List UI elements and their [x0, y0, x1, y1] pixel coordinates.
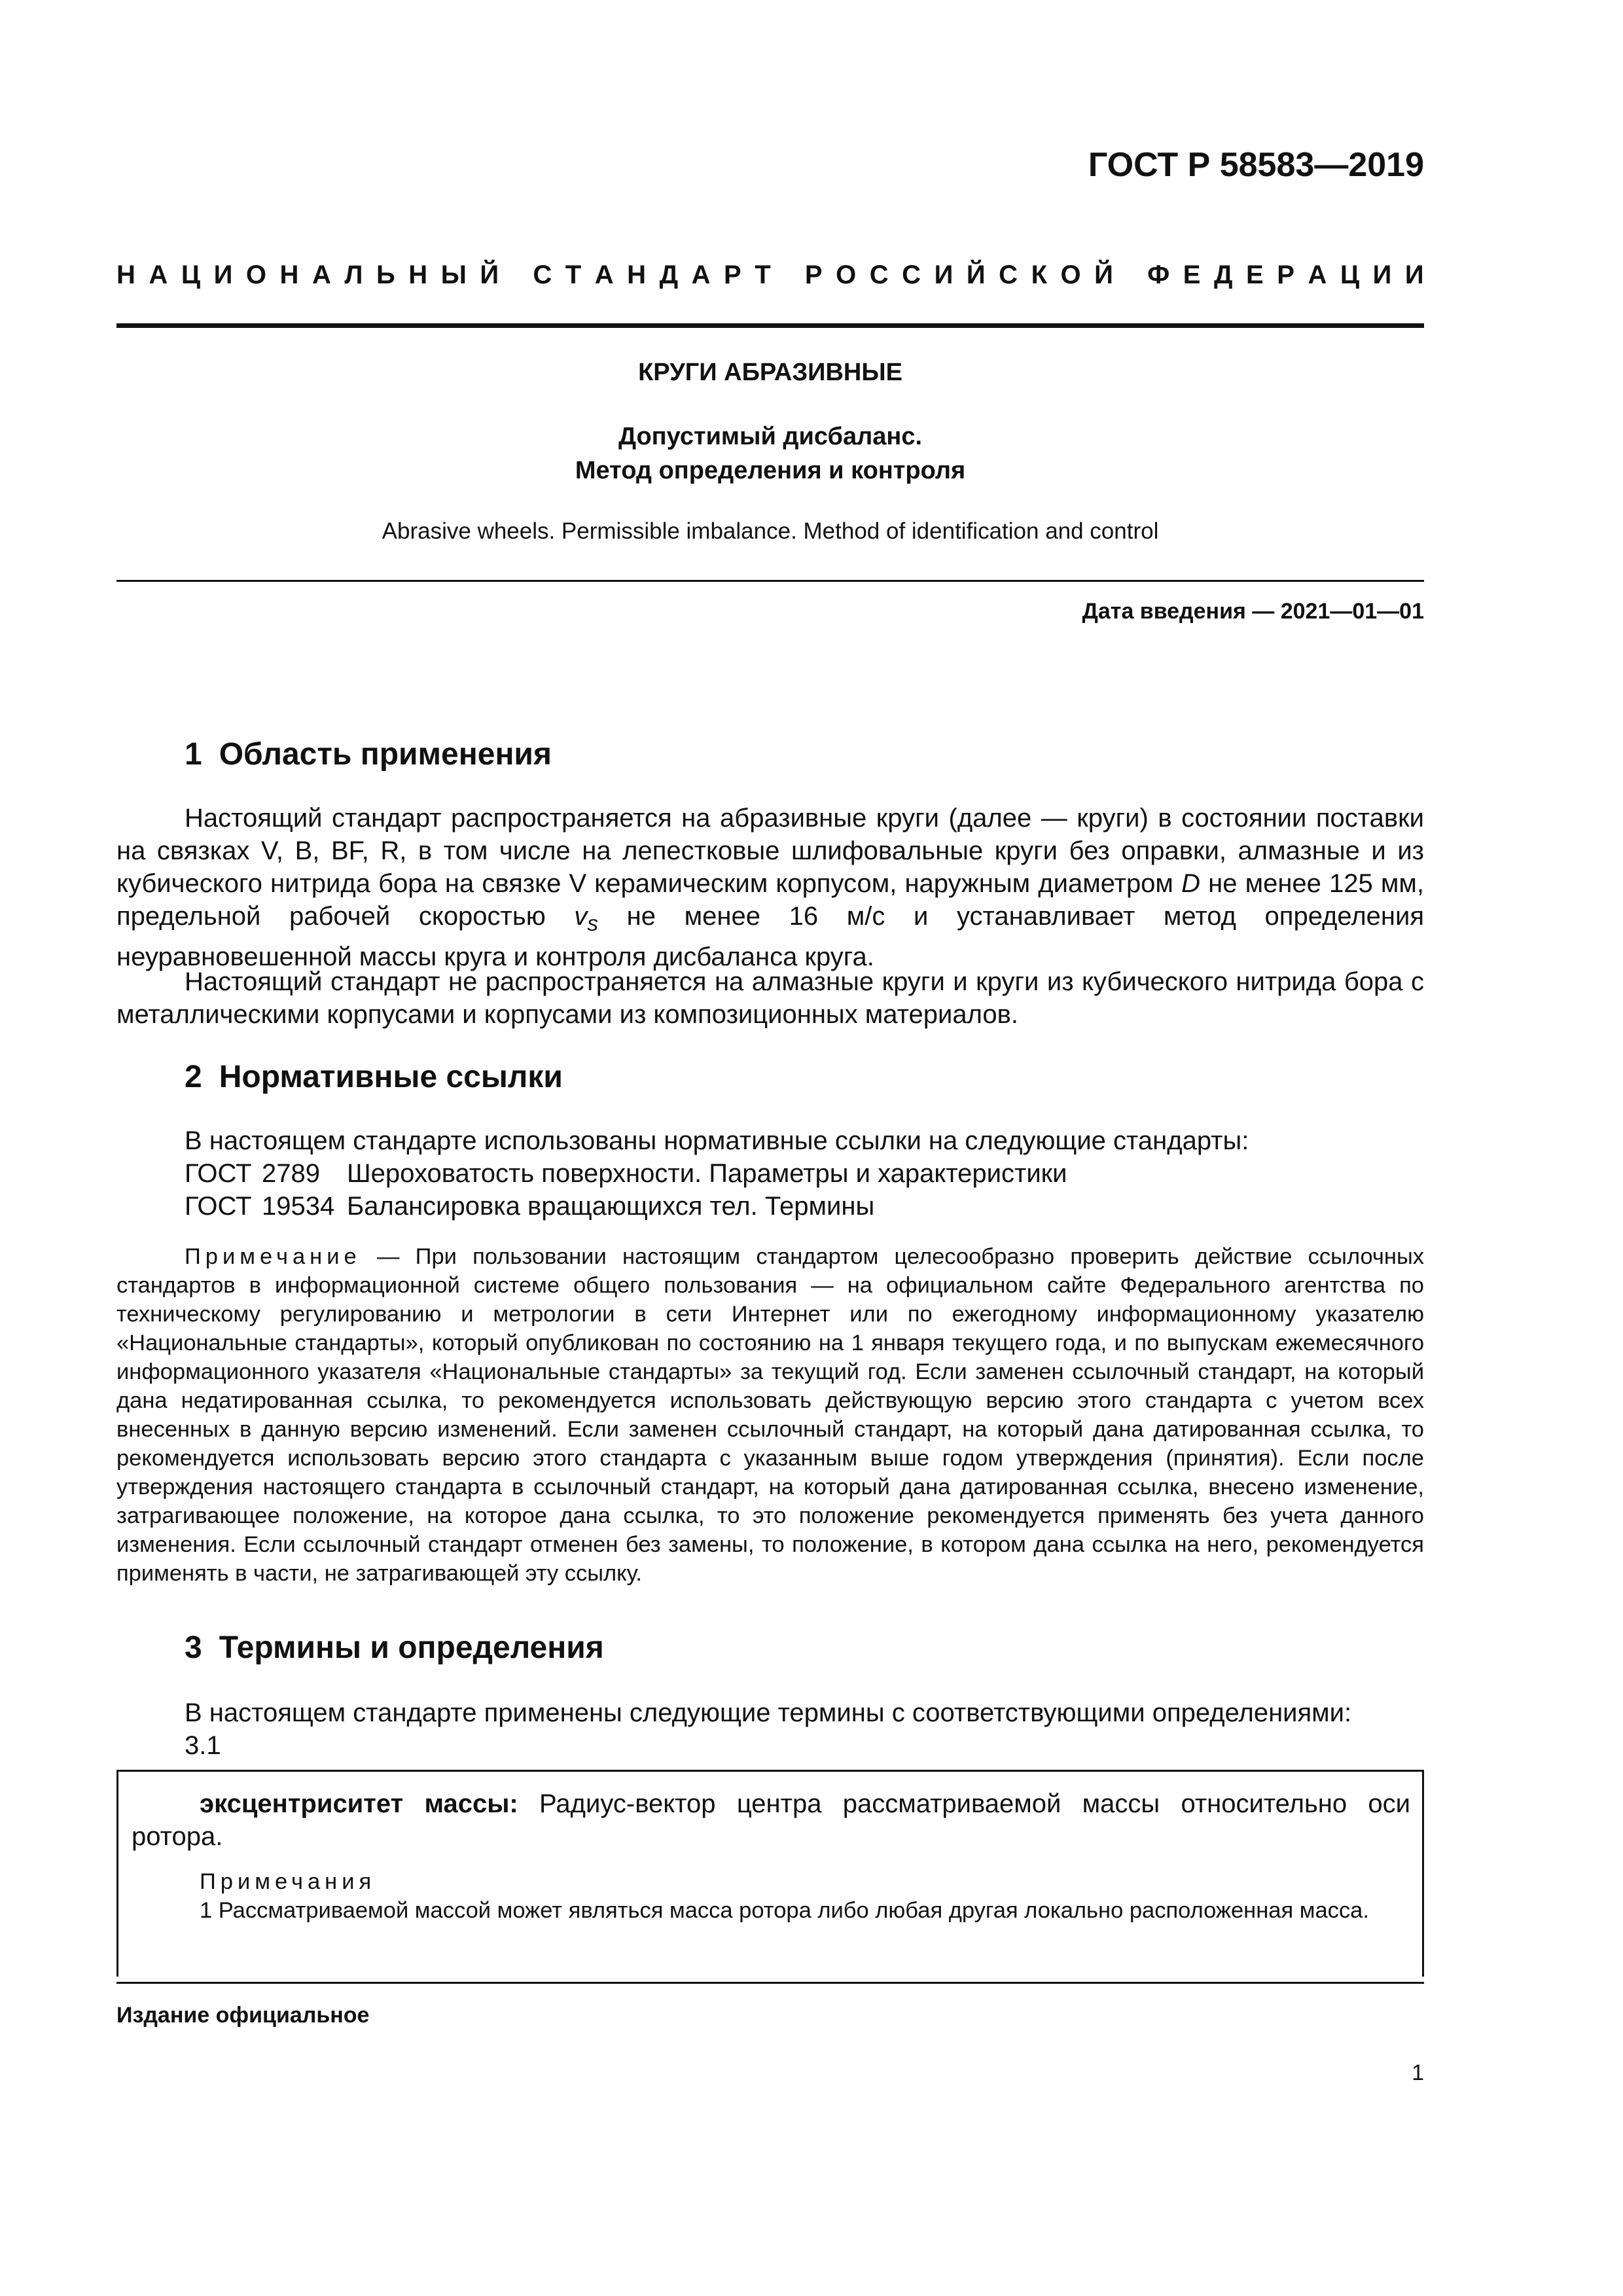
heading-letter: Н — [627, 260, 647, 289]
national-standard-heading — [116, 260, 1424, 290]
section-title: Термины и определения — [219, 1630, 604, 1665]
term-note-1: 1 Рассматриваемой массой может являться масса ротора либо любая другая локально расположенная масса. — [200, 1898, 1369, 1923]
term-number: 3.1 — [185, 1731, 221, 1760]
term-definition: эксцентриситет массы: Радиус-вектор центра рассматриваемой массы относительно оси ротора. — [132, 1789, 1410, 1851]
page-number: 1 — [1412, 2060, 1424, 2085]
heading-letter: Н — [408, 260, 428, 289]
reference-item: ГОСТ 19534 Балансировка вращающихся тел. Термины — [185, 1192, 875, 1221]
heading-letter: Е — [1183, 260, 1201, 289]
heading-letter: А — [1308, 260, 1327, 289]
heading-letter: О — [836, 260, 857, 289]
heading-letter: Ц — [181, 260, 201, 289]
heading-letter: Н — [279, 260, 299, 289]
note-label: Примечание — [185, 1244, 361, 1269]
heading-letter: О — [1060, 260, 1081, 289]
heading-letter: К — [1031, 260, 1047, 289]
heading-letter: Ф — [1147, 260, 1170, 289]
heading-letter: И — [213, 260, 233, 289]
variable-d: D — [1181, 869, 1200, 898]
section-title: Область применения — [219, 737, 552, 772]
heading-letter: Е — [1246, 260, 1264, 289]
term-notes-label: Примечания — [200, 1869, 376, 1894]
section-1-paragraph-1: Настоящий стандарт распространяется на абразивные круги (далее — круги) в состоянии поставки на связках V, B, BF, R, в том числе на лепестковые шлифовальные круги без оправки, алмазные и из кубического нитрида бора на связке V керамическим корпусом, наружным диаметром D не менее 125 мм, предельной рабочей скоростью $v_s$ не менее 16 м/с и устанавливает метод определения неуравновешенной массы круга и контроля дисбаланса круга. — [116, 804, 1425, 971]
document-subtitle-2: Метод определения и контроля — [575, 457, 966, 484]
heading-letter: Р — [724, 260, 741, 289]
heading-letter: Н — [116, 260, 135, 289]
heading-letter: И — [1404, 260, 1424, 289]
reference-item: ГОСТ 2789 Шероховатость поверхности. Параметры и характеристики — [185, 1159, 1067, 1188]
heading-letter: С — [533, 260, 552, 289]
heading-letter: А — [312, 260, 331, 289]
heading-letter — [512, 260, 520, 290]
heading-letter: Р — [804, 260, 823, 289]
variable-v: v — [574, 902, 588, 931]
document-code: ГОСТ Р 58583—2019 — [1088, 146, 1424, 184]
heading-letter — [1126, 260, 1133, 290]
heading-letter — [784, 260, 791, 290]
section-number: 1 — [185, 737, 202, 772]
heading-letter: А — [691, 260, 711, 289]
header-rule — [116, 323, 1424, 328]
heading-letter: Т — [755, 260, 771, 289]
heading-letter: С — [902, 260, 921, 289]
heading-letter: С — [999, 260, 1018, 289]
heading-letter: О — [245, 260, 266, 289]
heading-letter: А — [594, 260, 614, 289]
section-1-heading — [185, 736, 552, 772]
english-title: Abrasive wheels. Permissible imbalance. Method of identification and control — [382, 518, 1159, 544]
heading-letter: Ы — [440, 260, 467, 289]
terms-intro: В настоящем стандарте применены следующие термины с соответствующими определениями: — [185, 1698, 1352, 1727]
heading-letter: Ц — [1340, 260, 1360, 289]
heading-letter: Т — [565, 260, 582, 289]
section-1-paragraph-2: Настоящий стандарт не распространяется на алмазные круги и круги из кубического нитрида бора с металлическими корпусами и корпусами из композиционных материалов. — [116, 967, 1424, 1029]
heading-letter: А — [149, 260, 168, 289]
document-title: КРУГИ АБРАЗИВНЫЕ — [638, 359, 902, 386]
heading-letter: И — [934, 260, 954, 289]
footer-rule — [116, 1982, 1424, 1984]
term: эксцентриситет массы: — [200, 1789, 518, 1818]
references-note: Примечание — При пользовании настоящим стандартом целесообразно проверить действие ссылочных стандартов в информационной системе общего пользования — на официальном сайте Федерального агентства по техническому регулированию и метрологии в сети Интернет или по ежегодному информационному указателю «Национальные стандарты», который опубликован по состоянию на 1 января текущего года, и по выпускам ежемесячного информационного указателя «Национальные стандарты» за текущий год. Если заменен ссылочный стандарт, на который дана недатированная ссылка, то рекомендуется использовать действующую версию этого стандарта с учетом всех внесенных в данную версию изменений. Если заменен ссылочный стандарт, на который дана датированная ссылка, то рекомендуется использовать версию этого стандарта с указанным выше годом утверждения (принятия). Если после утверждения настоящего стандарта в ссылочный стандарт, на который дана датированная ссылка, внесено изменение, затрагивающее положение, на которое дана ссылка, то это положение рекомендуется применять без учета данного изменения. Если ссылочный стандарт отменен без замены, то положение, в котором дана ссылка на него, рекомендуется применять в части, не затрагивающей эту ссылку. — [116, 1244, 1424, 1586]
edition-label: Издание официальное — [116, 2003, 370, 2028]
variable-v-subscript: s — [587, 912, 599, 936]
section-number: 2 — [185, 1060, 202, 1094]
heading-letter: И — [1372, 260, 1392, 289]
section-2-heading — [185, 1059, 563, 1095]
heading-letter: Л — [344, 260, 363, 289]
title-rule — [116, 580, 1424, 582]
document-subtitle-1: Допустимый дисбаланс. — [618, 423, 923, 450]
heading-letter: Р — [1277, 260, 1294, 289]
heading-letter: Й — [1094, 260, 1113, 289]
heading-letter: Й — [966, 260, 986, 289]
section-number: 3 — [185, 1630, 202, 1665]
heading-letter: С — [869, 260, 889, 289]
section-title: Нормативные ссылки — [219, 1060, 563, 1094]
term-definition-box — [116, 1770, 1424, 1977]
heading-letter: Д — [1214, 260, 1233, 289]
heading-letter: Д — [659, 260, 679, 289]
heading-letter: Ь — [376, 260, 395, 289]
references-intro: В настоящем стандарте использованы нормативные ссылки на следующие стандарты: — [185, 1126, 1249, 1155]
section-3-heading — [185, 1630, 604, 1666]
heading-letter: Й — [480, 260, 499, 289]
introduction-date: Дата введения — 2021—01—01 — [1082, 599, 1424, 624]
